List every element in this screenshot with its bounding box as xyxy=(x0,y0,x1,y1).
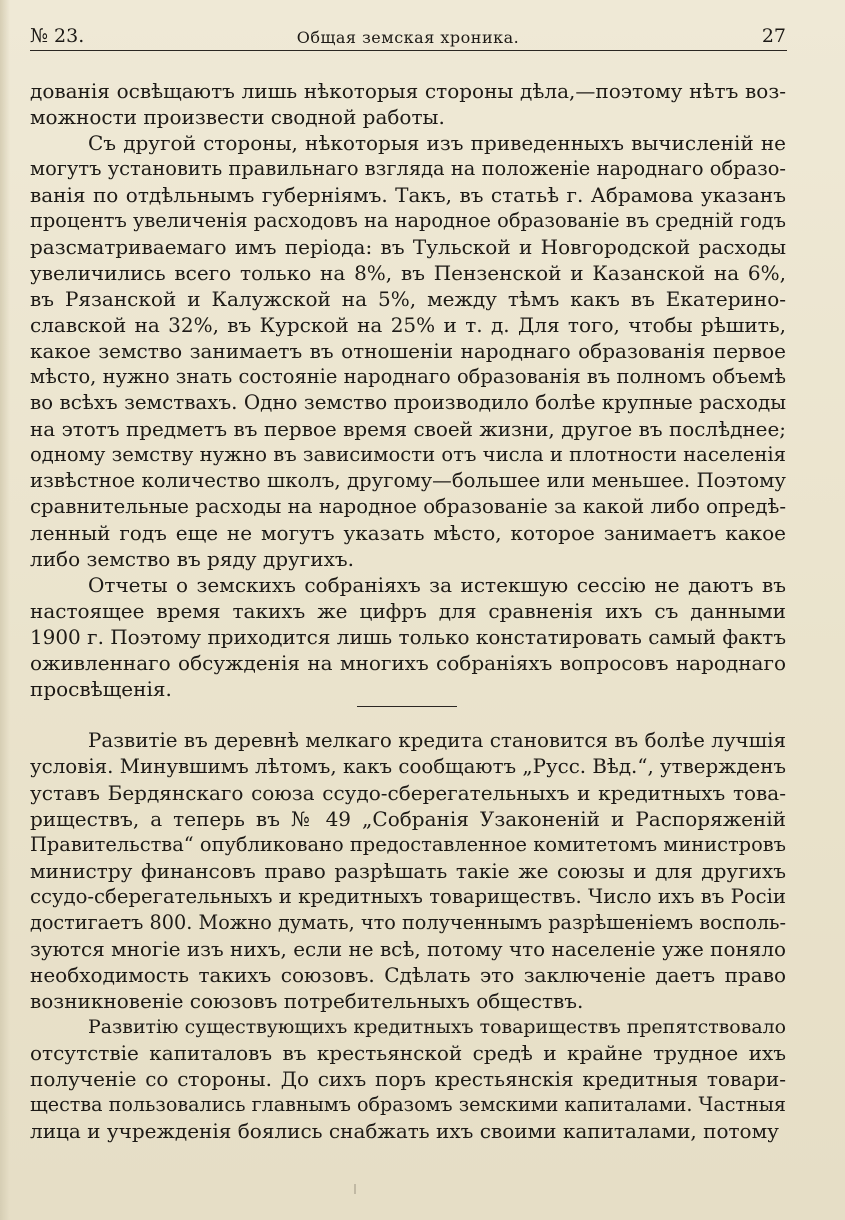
text-line: просвѣщенія. xyxy=(30,677,172,701)
text-line: оживленнаго обсужденія на многихъ собраніяхъ вопросовъ народнаго xyxy=(30,651,786,675)
text-line: можности произвести сводной работы. xyxy=(30,105,445,129)
text-line: дованія освѣщаютъ лишь нѣкоторыя стороны дѣла,—поэтому нѣтъ воз- xyxy=(30,79,786,103)
text-line: извѣстное количество школъ, другому—большее или меньшее. Поэтому xyxy=(30,469,786,492)
text-line: возникновеніе союзовъ потребительныхъ обществъ. xyxy=(30,989,584,1013)
text-line: какое земство занимаетъ въ отношеніи народнаго образованія первое xyxy=(30,339,786,363)
text-line: настоящее время такихъ же цифръ для сравненія ихъ съ данными xyxy=(30,599,786,623)
text-line: сравнительные расходы на народное образованіе за какой либо опредѣ- xyxy=(30,495,786,518)
text-line: достигаетъ 800. Можно думать, что полученнымъ разрѣшеніемъ восполь- xyxy=(30,911,786,934)
paper-speck xyxy=(354,1184,356,1194)
header-rule xyxy=(30,50,787,51)
text-line: полученіе со стороны. До сихъ поръ крестьянскія кредитныя товари- xyxy=(30,1067,786,1091)
text-line: Съ другой стороны, нѣкоторыя изъ приведенныхъ вычисленій не xyxy=(88,131,786,155)
text-line: министру финансовъ право разрѣшать такіе же союзы и для другихъ xyxy=(30,859,786,883)
text-line: Развитіе въ деревнѣ мелкаго кредита становится въ болѣе лучшія xyxy=(88,729,786,752)
text-line: мѣсто, нужно знать состояніе народнаго образованія въ полномъ объемѣ xyxy=(30,365,786,388)
text-line: увеличились всего только на 8%, въ Пензенской и Казанской на 6%, xyxy=(30,261,786,285)
text-line: ленный годъ еще не могутъ указать мѣсто, которое занимаетъ какое xyxy=(30,521,786,545)
page-number: 27 xyxy=(761,25,786,47)
text-line: могутъ установить правильнаго взгляда на положеніе народнаго образо- xyxy=(30,157,786,180)
issue-number: № 23. xyxy=(30,25,85,47)
section-title: Общая земская хроника. xyxy=(296,28,520,47)
text-line: во всѣхъ земствахъ. Одно земство производило болѣе крупные расходы xyxy=(30,391,786,414)
text-line: Отчеты о земскихъ собраніяхъ за истекшую сессію не даютъ въ xyxy=(88,573,786,597)
running-header xyxy=(30,24,786,48)
text-line: въ Рязанской и Калужской на 5%, между тѣмъ какъ въ Екатерино- xyxy=(30,287,786,311)
text-line: уставъ Бердянскаго союза ссудо-сберегательныхъ и кредитныхъ това- xyxy=(30,781,786,805)
paragraph xyxy=(30,1014,786,1144)
paragraph xyxy=(30,728,786,1014)
text-block-credit xyxy=(30,728,786,1144)
text-line: 1900 г. Поэтому приходится лишь только констатировать самый фактъ xyxy=(30,625,786,649)
text-line: необходимость такихъ союзовъ. Сдѣлать это заключеніе даетъ право xyxy=(30,963,786,987)
text-line: Правительства“ опубликовано предоставленное комитетомъ министровъ xyxy=(30,833,786,856)
text-line: либо земство въ ряду другихъ. xyxy=(30,547,354,571)
text-block-education xyxy=(30,78,786,702)
section-separator xyxy=(357,706,457,707)
text-line: риществъ, а теперь въ № 49 „Собранія Узаконеній и Распоряженій xyxy=(30,807,786,831)
text-line: лица и учрежденія боялись снабжать ихъ своими капиталами, потому xyxy=(30,1119,779,1143)
text-line: отсутствіе капиталовъ въ крестьянской средѣ и крайне трудное ихъ xyxy=(30,1041,786,1065)
text-line: ссудо-сберегательныхъ и кредитныхъ товариществъ. Число ихъ въ Росіи xyxy=(30,885,786,908)
text-line: славской на 32%, въ Курской на 25% и т. д. Для того, чтобы рѣшить, xyxy=(30,313,786,337)
text-line: щества пользовались главнымъ образомъ земскими капиталами. Частныя xyxy=(30,1093,786,1116)
page-edge-shadow xyxy=(0,0,10,1220)
text-line: Развитію существующихъ кредитныхъ товариществъ препятствовало xyxy=(88,1016,786,1038)
text-line: одному земству нужно въ зависимости отъ числа и плотности населенія xyxy=(30,443,786,466)
paragraph xyxy=(30,130,786,572)
text-line: зуются многіе изъ нихъ, если не всѣ, потому что населеніе уже поняло xyxy=(30,937,786,961)
text-line: условія. Минувшимъ лѣтомъ, какъ сообщаютъ „Русс. Вѣд.“, утвержденъ xyxy=(30,755,786,778)
text-line: процентъ увеличенія расходовъ на народное образованіе въ средній годъ xyxy=(30,209,786,232)
text-line: разсматриваемаго имъ періода: въ Тульской и Новгородской расходы xyxy=(30,235,786,259)
text-line: ванія по отдѣльнымъ губерніямъ. Такъ, въ статьѣ г. Абрамова указанъ xyxy=(30,183,786,207)
text-line: на этотъ предметъ въ первое время своей жизни, другое въ послѣднее; xyxy=(30,417,786,441)
paragraph xyxy=(30,572,786,702)
paragraph xyxy=(30,78,786,130)
